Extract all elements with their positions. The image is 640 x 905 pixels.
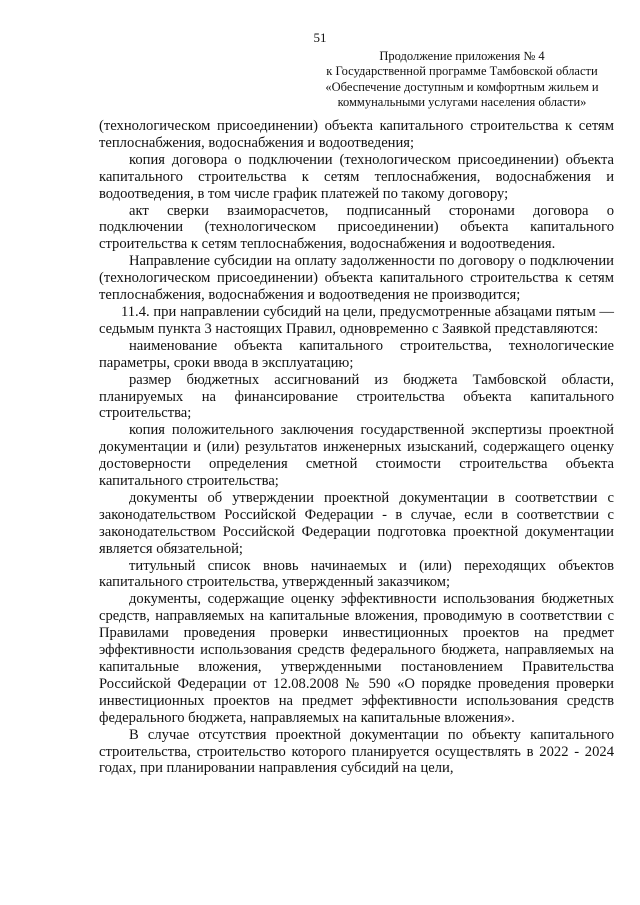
paragraph: документы, содержащие оценку эффективности использования бюджетных средств, направляемых на капитальные вложения, проводимую в соответствии с Правилами проведения проверки инвестиционных проектов на предмет эффективности использования средств федерального бюджета, направляемых на капитальные вложения, утвержденными постановлением Правительства Российской Федерации от 12.08.2008 № 590 «О порядке проведения проверки инвестиционных проектов на предмет эффективности использования средств федерального бюджета, направляемых на капитальные вложения». [99, 591, 614, 726]
paragraph: акт сверки взаиморасчетов, подписанный сторонами договора о подключении (технологическом присоединении) объекта капитального строительства к сетям теплоснабжения, водоснабжения и водоотведения. [99, 202, 614, 253]
header-line: Продолжение приложения № 4 [379, 49, 545, 63]
page-number: 51 [313, 30, 327, 45]
document-body [99, 118, 614, 777]
paragraph: 11.4. при направлении субсидий на цели, предусмотренные абзацами пятым — седьмым пункта 3 настоящих Правил, одновременно с Заявкой представляются: [99, 303, 614, 337]
paragraph: В случае отсутствия проектной документации по объекту капитального строительства, строительство которого планируется осуществлять в 2022 - 2024 годах, при планировании направления субсидий на цели, [99, 726, 614, 777]
header-line: к Государственной программе Тамбовской области [326, 64, 598, 79]
paragraph: Направление субсидии на оплату задолженности по договору о подключении (технологическом присоединении) объекта капитального строительства к сетям теплоснабжения, водоснабжения и водоотведения не производится; [99, 253, 614, 304]
appendix-header [312, 49, 612, 111]
paragraph: (технологическом присоединении) объекта капитального строительства к сетям теплоснабжения, водоснабжения и водоотведения; [99, 118, 614, 151]
paragraph: наименование объекта капитального строительства, технологические параметры, сроки ввода в эксплуатацию; [99, 337, 614, 371]
paragraph: копия положительного заключения государственной экспертизы проектной документации и (или) результатов инженерных изысканий, содержащего оценку достоверности определения сметной стоимости строительства объекта капитального строительства; [99, 422, 614, 490]
header-line: коммунальными услугами населения области» [337, 95, 587, 110]
header-line: «Обеспечение доступным и комфортным жильем и [325, 79, 599, 94]
paragraph: копия договора о подключении (технологическом присоединении) объекта капитального строительства к сетям теплоснабжения, водоснабжения и водоотведения, в том числе график платежей по такому договору; [99, 151, 614, 202]
paragraph: титульный список вновь начинаемых и (или) переходящих объектов капитального строительства, утвержденный заказчиком; [99, 557, 614, 591]
paragraph: документы об утверждении проектной документации в соответствии с законодательством Российской Федерации - в случае, если в соответствии с законодательством Российской Федерации подготовка проектной документации является обязательной; [99, 489, 614, 557]
paragraph: размер бюджетных ассигнований из бюджета Тамбовской области, планируемых на финансирование строительства объекта капитального строительства; [99, 371, 614, 422]
